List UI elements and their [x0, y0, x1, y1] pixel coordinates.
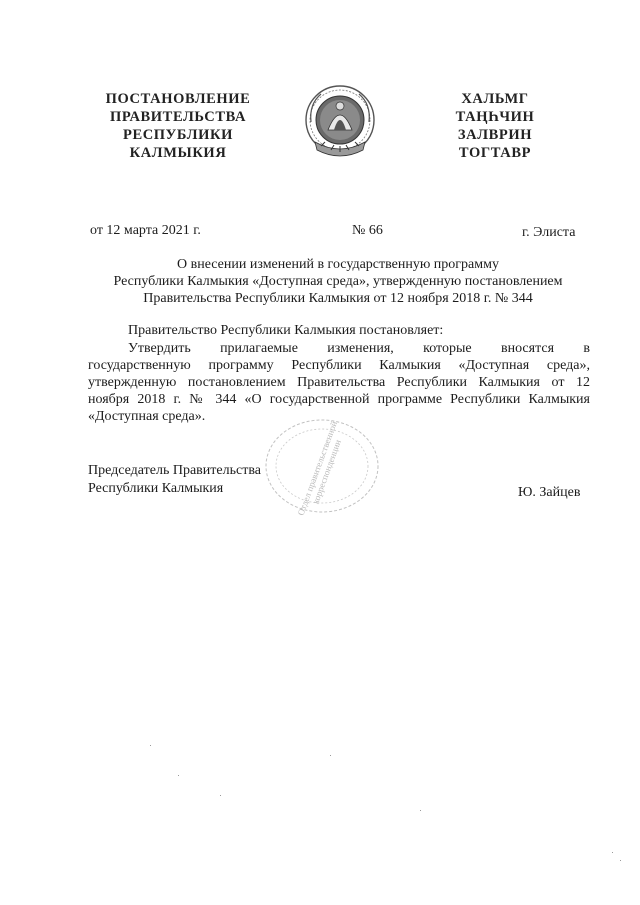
scan-speck — [178, 775, 179, 776]
document-city: г. Элиста — [522, 225, 576, 240]
body-paragraph — [88, 340, 590, 425]
document-number: № 66 — [352, 223, 383, 238]
scan-speck — [620, 860, 621, 861]
scan-speck — [420, 810, 421, 811]
header-right-line: ТАҢҺЧИН — [455, 109, 535, 125]
signature-name: Ю. Зайцев — [518, 485, 581, 500]
header-right-line: ТОГТАВР — [458, 145, 532, 161]
header-left-line: ПОСТАНОВЛЕНИЕ — [105, 91, 251, 107]
body-line: «Доступная среда». — [88, 409, 206, 424]
body-line: ноября 2018 г. № 344 «О государственной программе Республики Калмыкия — [88, 392, 590, 407]
title-line: Республики Калмыкия «Доступная среда», утвержденную постановлением — [113, 274, 563, 289]
stamp-text: Отдел правительственной корреспонденции — [295, 419, 343, 517]
header-left — [98, 90, 258, 162]
coat-of-arms-emblem — [303, 82, 377, 164]
header-right-line: ЗАЛВРИН — [457, 127, 533, 143]
body-intro: Правительство Республики Калмыкия постановляет: — [128, 323, 444, 338]
scan-speck — [330, 755, 331, 756]
scan-speck — [220, 795, 221, 796]
header-left-line: РЕСПУБЛИКИ — [122, 127, 234, 143]
header-right — [430, 90, 560, 162]
body-line: утвержденную постановлением Правительства Республики Калмыкия от 12 — [88, 375, 590, 390]
header-left-line: КАЛМЫКИЯ — [129, 145, 227, 161]
body-line: государственную программу Республики Калмыкия «Доступная среда», — [88, 358, 590, 373]
title-line: Правительства Республики Калмыкия от 12 ноября 2018 г. № 344 — [143, 291, 533, 306]
header-left-line: ПРАВИТЕЛЬСТВА — [109, 109, 247, 125]
title-line: О внесении изменений в государственную программу — [177, 257, 499, 272]
signature-title-line-2: Республики Калмыкия — [88, 481, 224, 496]
body-line: Утвердить прилагаемые изменения, которые вносятся в — [128, 341, 590, 356]
document-date: от 12 марта 2021 г. — [90, 223, 201, 238]
document-title — [88, 256, 588, 307]
scan-speck — [150, 745, 151, 746]
signature-title-line-1: Председатель Правительства — [88, 463, 261, 478]
scan-speck — [612, 852, 613, 853]
registry-stamp — [262, 416, 382, 516]
header-right-line: ХАЛЬМГ — [461, 91, 529, 107]
